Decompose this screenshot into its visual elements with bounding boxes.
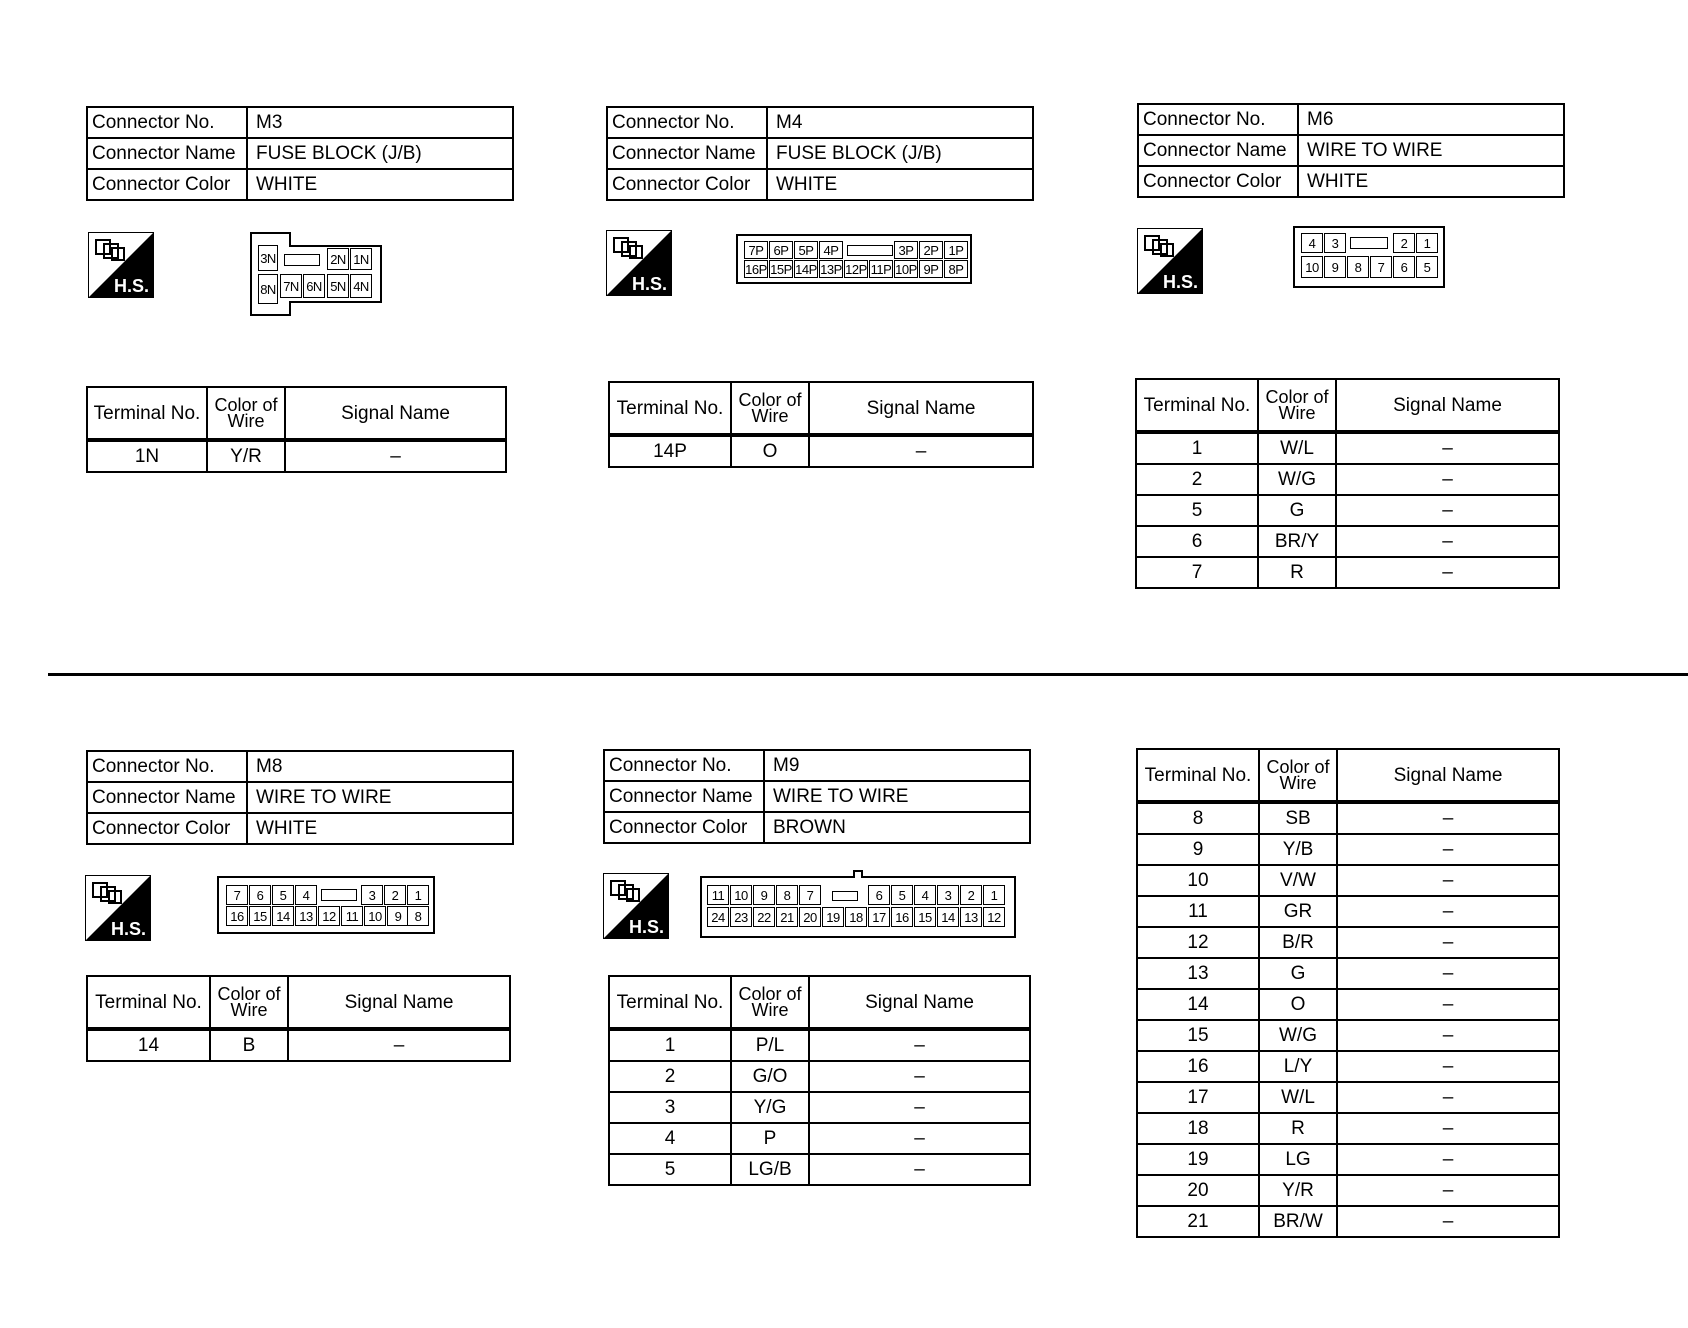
- pin: 3: [361, 885, 383, 905]
- svg-text:H.S.: H.S.: [1163, 272, 1199, 292]
- table-row: 2 W/G –: [1136, 464, 1559, 495]
- table-row: 18 R –: [1137, 1113, 1559, 1144]
- pin: 7: [226, 885, 248, 905]
- connector-name-value: WIRE TO WIRE: [764, 781, 1030, 812]
- pin: 19: [822, 907, 844, 927]
- connector-color-value: WHITE: [767, 169, 1033, 200]
- connector-name-value: WIRE TO WIRE: [1298, 135, 1564, 166]
- harness-side-icon: [88, 232, 154, 298]
- terminal-no-header: Terminal No.: [1136, 379, 1258, 432]
- harness-side-icon: [603, 873, 669, 939]
- connector-name-label: Connector Name: [607, 138, 767, 169]
- pin: 12: [318, 906, 340, 926]
- wire-color-header: Color of Wire: [1259, 749, 1337, 802]
- pin: 6N: [303, 274, 325, 298]
- terminal-no-header: Terminal No.: [87, 387, 207, 440]
- pin: 13P: [820, 261, 842, 277]
- harness-side-icon: [606, 230, 672, 296]
- pin: 5P: [794, 241, 818, 259]
- locking-tab: [832, 891, 858, 901]
- pin: 1N: [350, 248, 372, 270]
- connector-info-m8: [86, 750, 514, 845]
- pin: 1P: [944, 241, 968, 259]
- connector-color-label: Connector Color: [87, 169, 247, 200]
- wire-color-header: Color of Wire: [210, 976, 288, 1029]
- pin: 8N: [258, 274, 278, 304]
- svg-text:H.S.: H.S.: [632, 274, 668, 294]
- signal-name-header: Signal Name: [285, 387, 506, 440]
- terminal-no-header: Terminal No.: [87, 976, 210, 1029]
- signal-name-header: Signal Name: [288, 976, 510, 1029]
- pin: 6: [1393, 256, 1415, 278]
- table-row: 8 SB –: [1137, 802, 1559, 834]
- pin: 22: [753, 907, 775, 927]
- connector-name-value: WIRE TO WIRE: [247, 782, 513, 813]
- pin: 8: [776, 885, 798, 905]
- connector-name-label: Connector Name: [604, 781, 764, 812]
- connector-color-label: Connector Color: [607, 169, 767, 200]
- table-row: 7 R –: [1136, 557, 1559, 588]
- pin: 10: [1301, 256, 1323, 278]
- signal-name-header: Signal Name: [809, 382, 1033, 435]
- connector-diagram-m4: [736, 234, 972, 284]
- pin: 9: [753, 885, 775, 905]
- pin: 18: [845, 907, 867, 927]
- table-row: 4 P –: [609, 1123, 1030, 1154]
- svg-text:H.S.: H.S.: [111, 919, 147, 939]
- pin: 8: [407, 906, 429, 926]
- connector-info-m6: [1137, 103, 1565, 198]
- connector-name-label: Connector Name: [87, 782, 247, 813]
- table-row: 11 GR –: [1137, 896, 1559, 927]
- terminal-no-header: Terminal No.: [609, 382, 731, 435]
- table-row: 1 W/L –: [1136, 432, 1559, 464]
- connector-name-value: FUSE BLOCK (J/B): [247, 138, 513, 169]
- terminal-table-m4: [608, 381, 1034, 468]
- locking-tab: [847, 245, 893, 256]
- pin: 3N: [258, 245, 278, 271]
- pin: 16: [891, 907, 913, 927]
- pin: 20: [799, 907, 821, 927]
- signal-name-header: Signal Name: [1337, 749, 1559, 802]
- pin: 11P: [870, 261, 892, 277]
- table-row: 19 LG –: [1137, 1144, 1559, 1175]
- pin: 12: [983, 907, 1005, 927]
- connector-name-value: FUSE BLOCK (J/B): [767, 138, 1033, 169]
- pin: 14: [937, 907, 959, 927]
- pin: 23: [730, 907, 752, 927]
- connector-color-label: Connector Color: [87, 813, 247, 844]
- table-row: 13 G –: [1137, 958, 1559, 989]
- pin: 3: [937, 885, 959, 905]
- connector-diagram-m9: [700, 870, 1016, 938]
- pin: 2N: [327, 248, 349, 270]
- pin: 5N: [327, 274, 349, 298]
- connector-diagram-m3: [250, 232, 382, 316]
- terminal-table-m9: [608, 975, 1031, 1186]
- pin: 4P: [819, 241, 843, 259]
- table-row: 1 P/L –: [609, 1029, 1030, 1061]
- pin: 4: [1301, 233, 1323, 253]
- connector-no-label: Connector No.: [1138, 104, 1298, 135]
- pin: 10P: [895, 261, 917, 277]
- pin: 1: [1416, 233, 1438, 253]
- wire-color-header: Color of Wire: [731, 382, 809, 435]
- connector-no-value: M9: [764, 750, 1030, 781]
- pin: 6P: [769, 241, 793, 259]
- harness-side-icon: [85, 875, 151, 941]
- terminal-table-m9-continued: [1136, 748, 1560, 1238]
- connector-info-m4: [606, 106, 1034, 201]
- pin: 16: [226, 906, 248, 926]
- table-row: 20 Y/R –: [1137, 1175, 1559, 1206]
- pin: 5: [272, 885, 294, 905]
- pin: 7: [1370, 256, 1392, 278]
- table-row: 14 B –: [87, 1029, 510, 1061]
- pin: 17: [868, 907, 890, 927]
- harness-side-icon: [1137, 228, 1203, 294]
- connector-info-m9: [603, 749, 1031, 844]
- pin: 1: [407, 885, 429, 905]
- pin: 10: [364, 906, 386, 926]
- connector-name-label: Connector Name: [87, 138, 247, 169]
- locking-tab: [321, 889, 357, 901]
- connector-color-label: Connector Color: [604, 812, 764, 843]
- table-row: 5 LG/B –: [609, 1154, 1030, 1185]
- pin: 7P: [744, 241, 768, 259]
- connector-no-label: Connector No.: [604, 750, 764, 781]
- table-row: 9 Y/B –: [1137, 834, 1559, 865]
- pin: 16P: [745, 261, 767, 277]
- table-row: 10 V/W –: [1137, 865, 1559, 896]
- pin: 14: [272, 906, 294, 926]
- pin: 13: [295, 906, 317, 926]
- wire-color-header: Color of Wire: [207, 387, 285, 440]
- svg-text:H.S.: H.S.: [629, 917, 665, 937]
- pin: 4N: [350, 274, 372, 298]
- terminal-no-header: Terminal No.: [1137, 749, 1259, 802]
- pin: 5: [891, 885, 913, 905]
- pin: 13: [960, 907, 982, 927]
- pin: 8P: [944, 260, 968, 278]
- connector-no-value: M4: [767, 107, 1033, 138]
- pin: 2: [1393, 233, 1415, 253]
- pin: 15P: [770, 261, 792, 277]
- connector-diagram-m8: [217, 876, 435, 934]
- table-row: 16 L/Y –: [1137, 1051, 1559, 1082]
- connector-color-value: WHITE: [1298, 166, 1564, 197]
- table-row: 14P O –: [609, 435, 1033, 467]
- pin: 6: [249, 885, 271, 905]
- table-row: 14 O –: [1137, 989, 1559, 1020]
- connector-info-m3: [86, 106, 514, 201]
- connector-color-value: BROWN: [764, 812, 1030, 843]
- pin: 10: [730, 885, 752, 905]
- pin: 4: [914, 885, 936, 905]
- pin: 15: [249, 906, 271, 926]
- svg-text:H.S.: H.S.: [114, 276, 150, 296]
- wire-color-header: Color of Wire: [731, 976, 809, 1029]
- table-row: 1N Y/R –: [87, 440, 506, 472]
- pin: 6: [868, 885, 890, 905]
- pin: 21: [776, 907, 798, 927]
- pin: 11: [341, 906, 363, 926]
- table-row: 2 G/O –: [609, 1061, 1030, 1092]
- pin: 7: [799, 885, 821, 905]
- table-row: 12 B/R –: [1137, 927, 1559, 958]
- pin: 2P: [919, 241, 943, 259]
- pin: 4: [295, 885, 317, 905]
- section-divider: [48, 673, 1688, 676]
- pin: 15: [914, 907, 936, 927]
- wire-color-header: Color of Wire: [1258, 379, 1336, 432]
- pin: 3P: [894, 241, 918, 259]
- locking-tab: [1350, 237, 1388, 249]
- connector-no-label: Connector No.: [87, 751, 247, 782]
- table-row: 15 W/G –: [1137, 1020, 1559, 1051]
- pin: 24: [707, 907, 729, 927]
- pin: 11: [707, 885, 729, 905]
- pin: 12P: [845, 261, 867, 277]
- locking-tab: [284, 254, 320, 266]
- signal-name-header: Signal Name: [1336, 379, 1559, 432]
- connector-color-value: WHITE: [247, 169, 513, 200]
- pin: 1: [983, 885, 1005, 905]
- table-row: 5 G –: [1136, 495, 1559, 526]
- terminal-table-m8: [86, 975, 511, 1062]
- pin: 9: [387, 906, 409, 926]
- pin: 7N: [280, 274, 302, 298]
- table-row: 6 BR/Y –: [1136, 526, 1559, 557]
- connector-no-value: M6: [1298, 104, 1564, 135]
- connector-no-label: Connector No.: [607, 107, 767, 138]
- connector-color-value: WHITE: [247, 813, 513, 844]
- connector-no-label: Connector No.: [87, 107, 247, 138]
- connector-no-value: M8: [247, 751, 513, 782]
- connector-color-label: Connector Color: [1138, 166, 1298, 197]
- pin: 5: [1416, 256, 1438, 278]
- pin: 14P: [795, 261, 817, 277]
- terminal-table-m6: [1135, 378, 1560, 589]
- connector-diagram-m6: [1293, 226, 1445, 288]
- pin: 8: [1347, 256, 1369, 278]
- pin: 9: [1324, 256, 1346, 278]
- pin: 2: [384, 885, 406, 905]
- connector-no-value: M3: [247, 107, 513, 138]
- table-row: 3 Y/G –: [609, 1092, 1030, 1123]
- pin: 2: [960, 885, 982, 905]
- pin: 3: [1324, 233, 1346, 253]
- table-row: 21 BR/W –: [1137, 1206, 1559, 1237]
- signal-name-header: Signal Name: [809, 976, 1030, 1029]
- connector-name-label: Connector Name: [1138, 135, 1298, 166]
- pin: 9P: [919, 260, 943, 278]
- terminal-table-m3: [86, 386, 507, 473]
- terminal-no-header: Terminal No.: [609, 976, 731, 1029]
- table-row: 17 W/L –: [1137, 1082, 1559, 1113]
